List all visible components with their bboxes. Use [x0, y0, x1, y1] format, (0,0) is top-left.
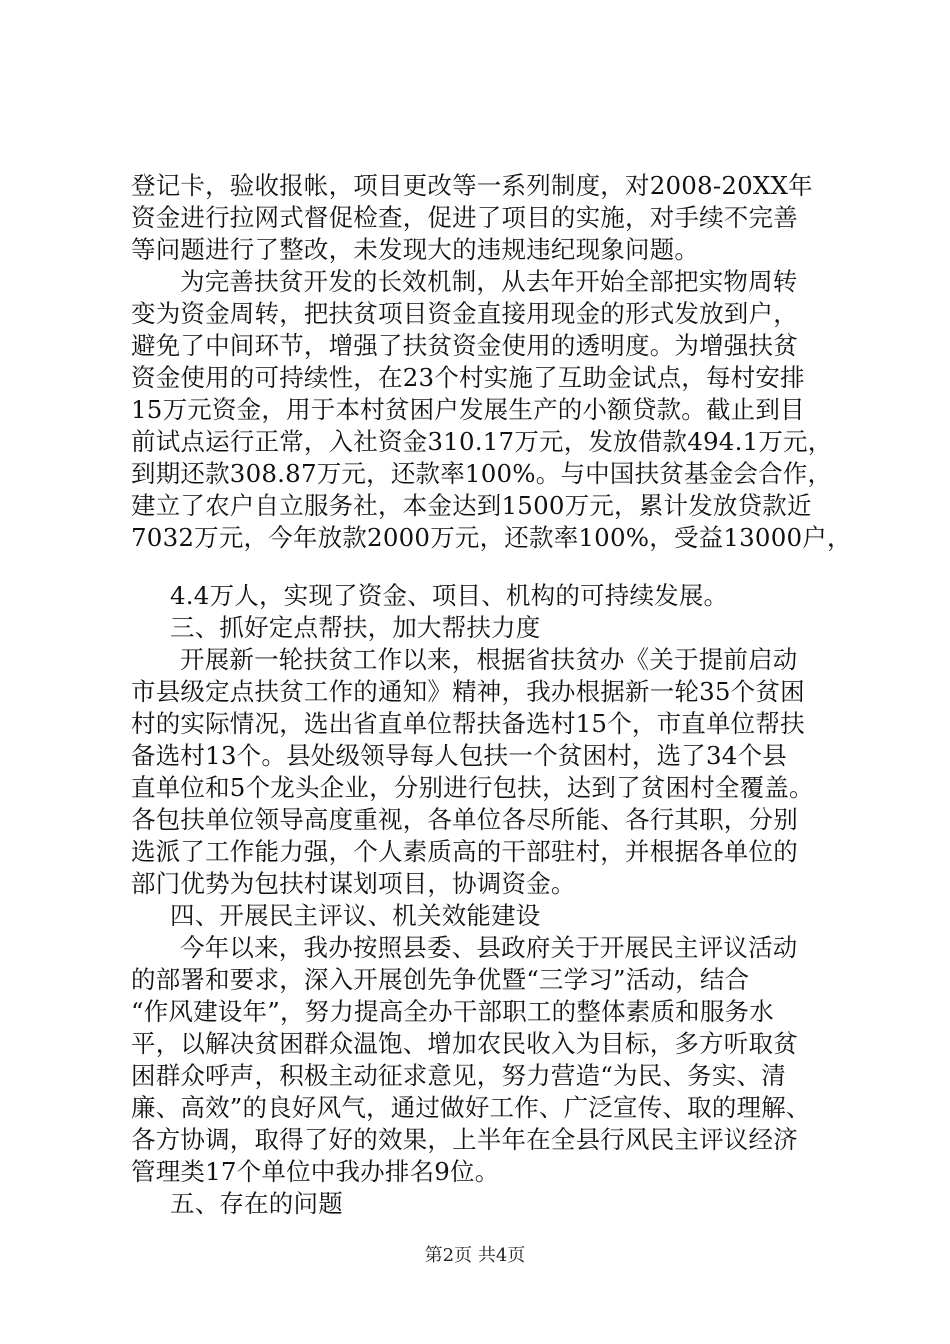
line-text: 四、开展民主评议、机关效能建设	[170, 901, 541, 930]
line-text: 建立了农户自立服务社，本金达到1500万元，累计发放贷款近	[131, 491, 812, 520]
line-text: 困群众呼声，积极主动征求意见，努力营造“为民、务实、清	[131, 1061, 786, 1090]
line-text: 资金使用的可持续性，在23个村实施了互助金试点，每村安排	[131, 363, 805, 392]
line-text: 村的实际情况，选出省直单位帮扶备选村15个，市直单位帮扶	[131, 709, 805, 738]
line-text: “作风建设年”，努力提高全办干部职工的整体素质和服务水	[131, 997, 774, 1026]
line-text: 部门优势为包扶村谋划项目，协调资金。	[131, 869, 576, 898]
line-text: 15万元资金，用于本村贫困户发展生产的小额贷款。截止到目	[131, 395, 805, 424]
line-text: 的部署和要求，深入开展创先争优暨“三学习”活动，结合	[131, 965, 750, 994]
line-text: 开展新一轮扶贫工作以来，根据省扶贫办《关于提前启动	[180, 645, 798, 674]
line-text: 前试点运行正常，入社资金310.17万元，发放借款494.1万元，	[131, 427, 833, 456]
line-text: 市县级定点扶贫工作的通知》精神，我办根据新一轮35个贫困	[131, 677, 805, 706]
line-text: 备选村13个。县处级领导每人包扶一个贫困村，选了34个县	[131, 741, 787, 770]
line-text: 变为资金周转，把扶贫项目资金直接用现金的形式发放到户，	[131, 299, 798, 328]
line-text: 为完善扶贫开发的长效机制，从去年开始全部把实物周转	[180, 267, 798, 296]
line-text: 各方协调，取得了好的效果，上半年在全县行风民主评议经济	[131, 1125, 798, 1154]
line-text: 三、抓好定点帮扶，加大帮扶力度	[170, 613, 541, 642]
line-text: 选派了工作能力强，个人素质高的干部驻村，并根据各单位的	[131, 837, 798, 866]
line-text: 今年以来，我办按照县委、县政府关于开展民主评议活动	[180, 933, 798, 962]
line-text: 各包扶单位领导高度重视，各单位各尽所能、各行其职，分别	[131, 805, 798, 834]
line-text: 7032万元，今年放款2000万元，还款率100%，受益13000户，	[131, 523, 852, 552]
line-text: 直单位和5个龙头企业，分别进行包扶，达到了贫困村全覆盖。	[131, 773, 814, 802]
line-text: 到期还款308.87万元，还款率100%。与中国扶贫基金会合作，	[131, 459, 833, 488]
page-footer	[0, 1244, 950, 1268]
line-text: 资金进行拉网式督促检查，促进了项目的实施，对手续不完善	[131, 203, 798, 232]
line-text: 平，以解决贫困群众温饱、增加农民收入为目标，多方听取贫	[131, 1029, 798, 1058]
line-text: 五、存在的问题	[170, 1189, 343, 1218]
line-text: 4.4万人，实现了资金、项目、机构的可持续发展。	[170, 581, 729, 610]
line-text: 等问题进行了整改，未发现大的违规违纪现象问题。	[131, 235, 700, 264]
line-text: 避免了中间环节，增强了扶贫资金使用的透明度。为增强扶贫	[131, 331, 798, 360]
line-text: 登记卡，验收报帐，项目更改等一系列制度，对2008-20XX年	[131, 171, 813, 200]
line-text: 廉、高效”的良好风气，通过做好工作、广泛宣传、取的理解、	[131, 1093, 811, 1122]
line-text: 管理类17个单位中我办排名9位。	[131, 1157, 500, 1186]
page-number: 第2页 共4页	[424, 1245, 526, 1266]
